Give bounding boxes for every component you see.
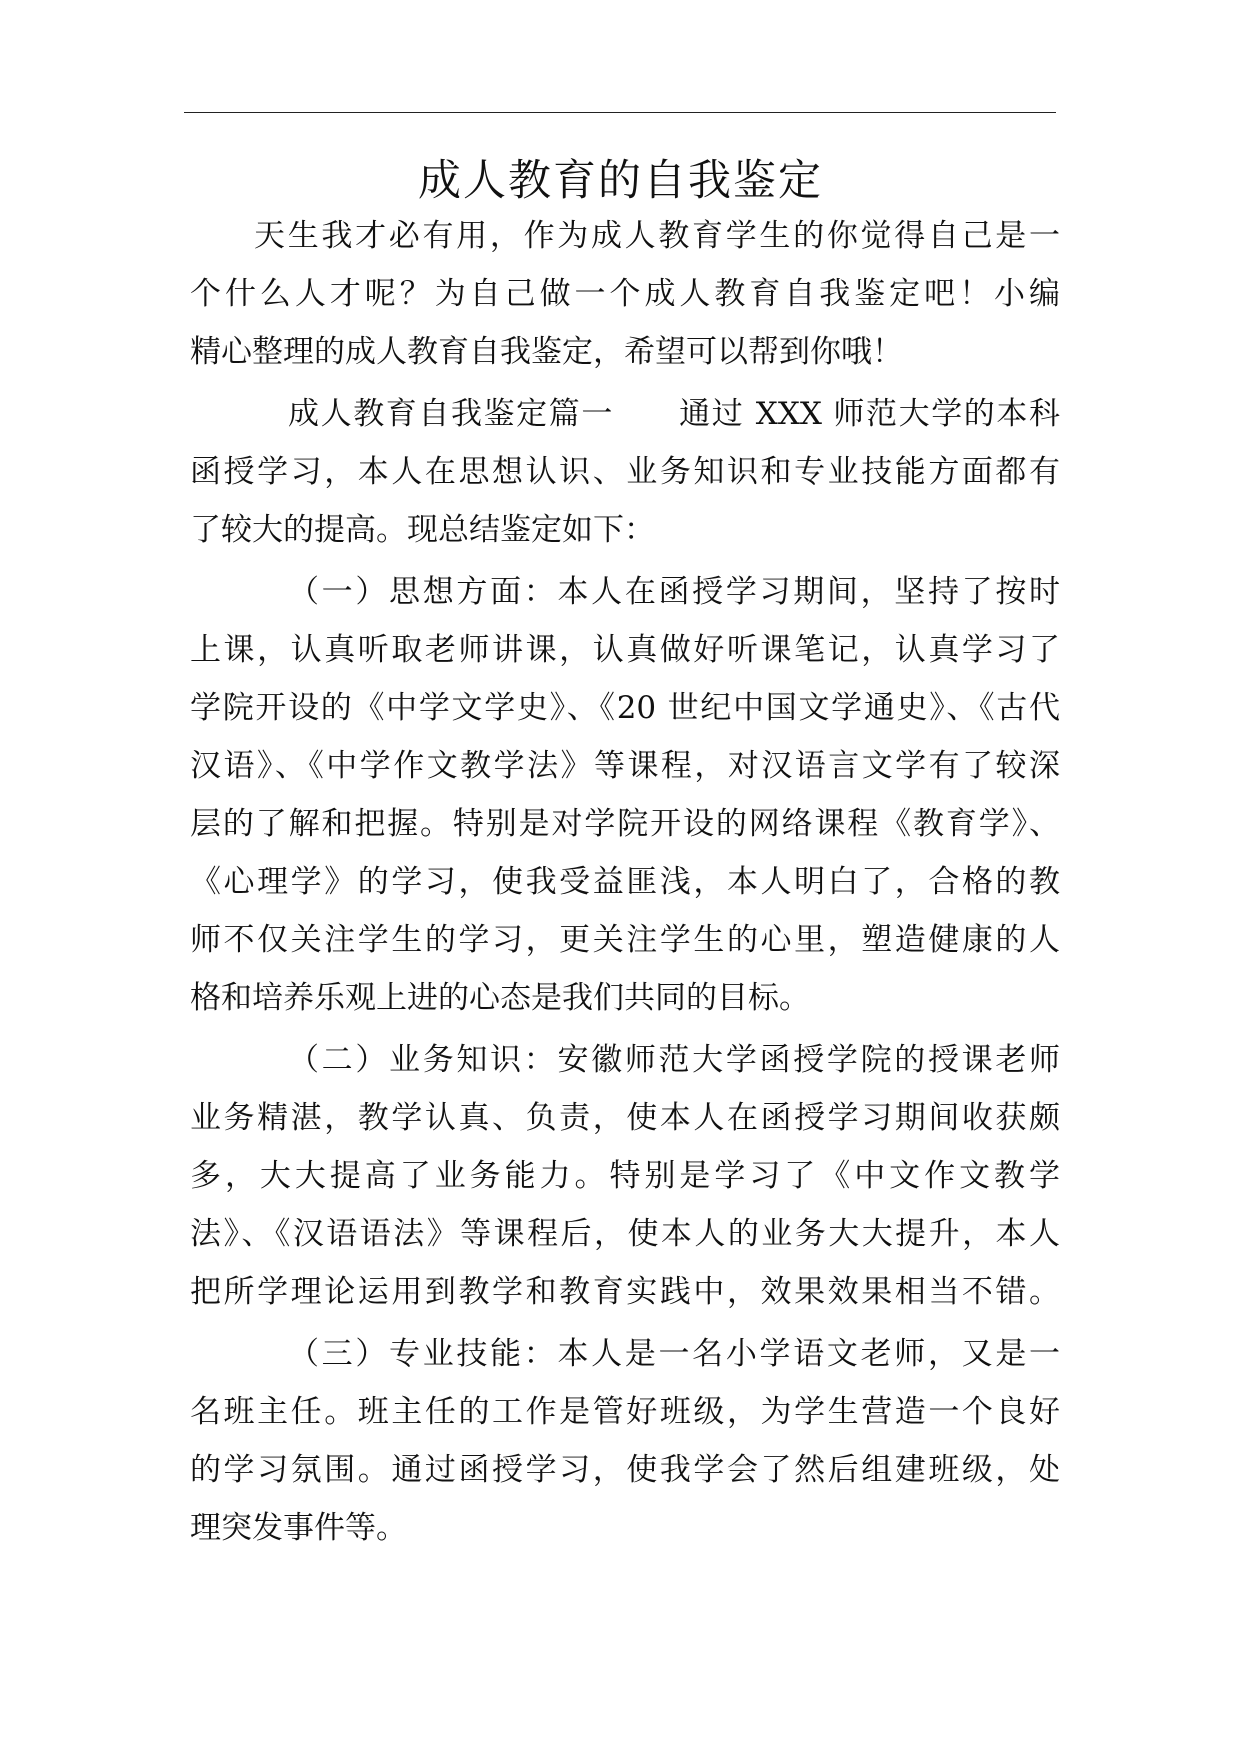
paragraph-thought-line-8: 格和培养乐观上进的心态是我们共同的目标。 [190,980,810,1016]
paragraph-skills-line-1: （三）专业技能：本人是一名小学语文老师，又是一 [288,1336,1060,1372]
paragraph-skills-line-3: 的学习氛围。通过函授学习，使我学会了然后组建班级，处 [190,1452,1060,1488]
paragraph-business-line-3: 多，大大提高了业务能力。特别是学习了《中文作文教学 [190,1158,1060,1194]
paragraph-intro-line-2: 个什么人才呢？为自己做一个成人教育自我鉴定吧！小编 [190,276,1060,312]
paragraph-business-line-2: 业务精湛，教学认真、负责，使本人在函授学习期间收获颇 [190,1100,1060,1136]
paragraph-part1-line-1: 成人教育自我鉴定篇一 通过 XXX 师范大学的本科 [288,396,1060,432]
paragraph-intro-line-1: 天生我才必有用，作为成人教育学生的你觉得自己是一 [254,218,1060,254]
paragraph-intro-line-3: 精心整理的成人教育自我鉴定，希望可以帮到你哦！ [190,334,903,370]
paragraph-thought-line-6: 《心理学》的学习，使我受益匪浅，本人明白了，合格的教 [190,864,1060,900]
header-rule [184,112,1056,113]
document-title: 成人教育的自我鉴定 [418,156,823,206]
paragraph-business-line-4: 法》、《汉语语法》等课程后，使本人的业务大大提升，本人 [190,1216,1060,1252]
paragraph-thought-line-2: 上课，认真听取老师讲课，认真做好听课笔记，认真学习了 [190,632,1060,668]
paragraph-thought-line-3: 学院开设的《中学文学史》、《20 世纪中国文学通史》、《古代 [190,690,1060,726]
paragraph-business-line-1: （二）业务知识：安徽师范大学函授学院的授课老师 [288,1042,1060,1078]
paragraph-thought-line-5: 层的了解和把握。特别是对学院开设的网络课程《教育学》、 [190,806,1060,842]
paragraph-skills-line-2: 名班主任。班主任的工作是管好班级，为学生营造一个良好 [190,1394,1060,1430]
paragraph-thought-line-7: 师不仅关注学生的学习，更关注学生的心里，塑造健康的人 [190,922,1060,958]
paragraph-skills-line-4: 理突发事件等。 [190,1510,407,1546]
paragraph-part1-line-3: 了较大的提高。现总结鉴定如下： [190,512,655,548]
paragraph-part1-line-2: 函授学习，本人在思想认识、业务知识和专业技能方面都有 [190,454,1060,490]
paragraph-thought-line-4: 汉语》、《中学作文教学法》等课程，对汉语言文学有了较深 [190,748,1060,784]
paragraph-business-line-5: 把所学理论运用到教学和教育实践中，效果效果相当不错。 [190,1274,1060,1310]
paragraph-thought-line-1: （一）思想方面：本人在函授学习期间，坚持了按时 [288,574,1060,610]
